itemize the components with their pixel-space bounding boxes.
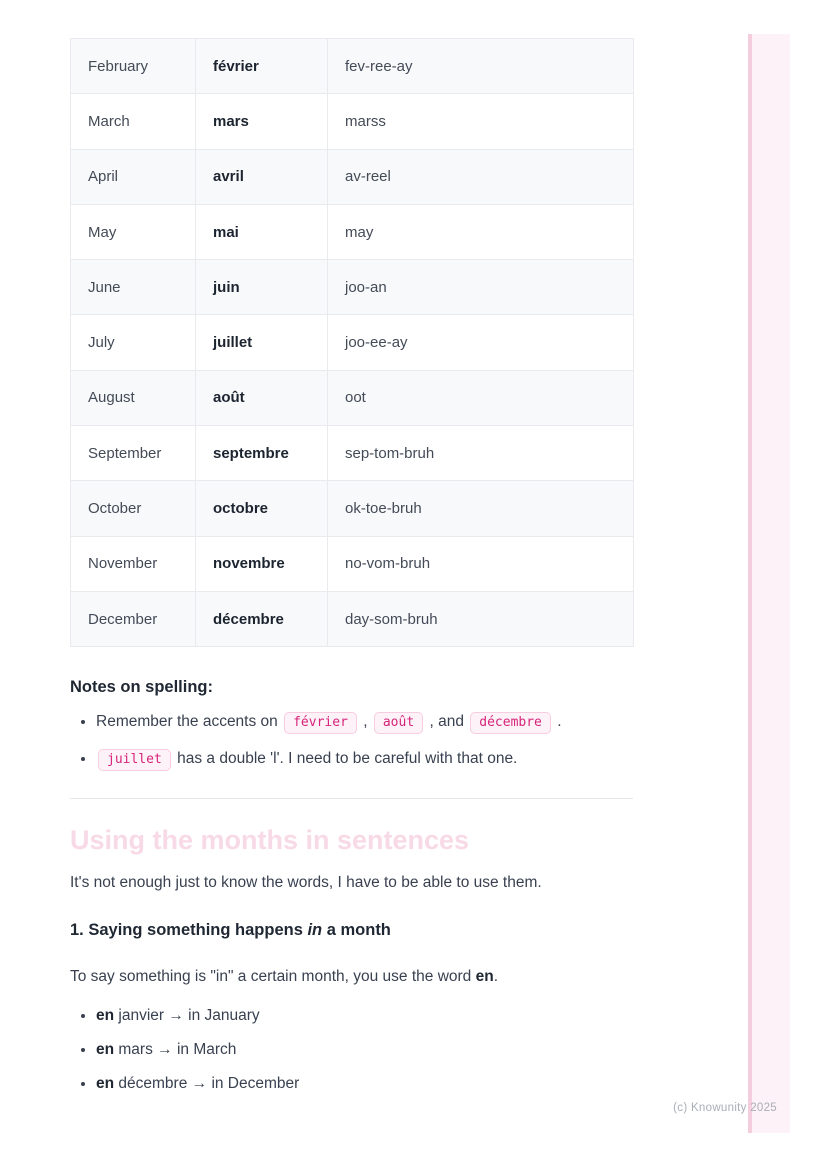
inline-code-tag: février — [284, 712, 357, 734]
subheading-text: 1. Saying something happens — [70, 921, 308, 940]
subheading-text: a month — [322, 921, 391, 940]
cell-pronunciation: oot — [328, 370, 634, 425]
table-row — [71, 39, 634, 94]
table-row — [71, 591, 634, 646]
cell-pronunciation: no-vom-bruh — [328, 536, 634, 591]
examples-list — [70, 1005, 633, 1094]
copyright-text: (c) Knowunity 2025 — [673, 1102, 777, 1114]
cell-pronunciation: sep-tom-bruh — [328, 426, 634, 481]
page-content — [70, 0, 633, 1107]
list-item — [96, 710, 633, 734]
cell-pronunciation: av-reel — [328, 149, 634, 204]
bullet-text: , and — [429, 713, 464, 731]
cell-english: June — [71, 260, 196, 315]
list-item — [96, 747, 633, 771]
table-row — [71, 370, 634, 425]
cell-french: juin — [196, 260, 328, 315]
table-row — [71, 204, 634, 259]
table-row — [71, 260, 634, 315]
cell-french: décembre — [196, 591, 328, 646]
inline-code-tag: août — [374, 712, 423, 734]
cell-french: octobre — [196, 481, 328, 536]
table-row — [71, 149, 634, 204]
cell-french: avril — [196, 149, 328, 204]
bullet-text: has a double 'l'. I need to be careful with that one. — [177, 750, 518, 768]
table-row — [71, 536, 634, 591]
usage-paragraph — [70, 966, 633, 988]
example-bold: en — [96, 1041, 115, 1059]
example-bold: en — [96, 1075, 115, 1093]
inline-code-tag: juillet — [98, 749, 171, 771]
cell-english: February — [71, 39, 196, 94]
cell-english: May — [71, 204, 196, 259]
table-row — [71, 315, 634, 370]
months-table — [70, 38, 634, 647]
table-row — [71, 426, 634, 481]
cell-english: December — [71, 591, 196, 646]
cell-english: July — [71, 315, 196, 370]
cell-english: October — [71, 481, 196, 536]
page-edge-stripe — [748, 34, 790, 1133]
cell-english: April — [71, 149, 196, 204]
cell-french: juillet — [196, 315, 328, 370]
cell-french: mars — [196, 94, 328, 149]
bullet-text: . — [557, 713, 562, 731]
cell-english: August — [71, 370, 196, 425]
cell-pronunciation: marss — [328, 94, 634, 149]
cell-pronunciation: joo-an — [328, 260, 634, 315]
bullet-text: , — [363, 713, 368, 731]
paragraph-bold: en — [475, 968, 494, 986]
sub-heading — [70, 921, 633, 940]
cell-pronunciation: joo-ee-ay — [328, 315, 634, 370]
cell-english: March — [71, 94, 196, 149]
table-row — [71, 481, 634, 536]
example-item — [96, 1039, 633, 1060]
cell-french: mai — [196, 204, 328, 259]
paragraph-text: . — [493, 968, 499, 986]
bullet-text: Remember the accents on — [96, 713, 278, 731]
spelling-notes-list — [70, 710, 633, 771]
example-text: mars → in March — [114, 1041, 237, 1059]
cell-pronunciation: ok-toe-bruh — [328, 481, 634, 536]
example-bold: en — [96, 1007, 115, 1025]
cell-pronunciation: fev-ree-ay — [328, 39, 634, 94]
paragraph-text: To say something is "in" a certain month, you use the word — [70, 968, 476, 986]
cell-english: November — [71, 536, 196, 591]
intro-paragraph: It's not enough just to know the words, I have to be able to use them. — [70, 874, 542, 892]
cell-french: août — [196, 370, 328, 425]
table-row — [71, 94, 634, 149]
inline-code-tag: décembre — [470, 712, 551, 734]
cell-english: September — [71, 426, 196, 481]
example-text: décembre → in December — [114, 1075, 300, 1093]
cell-french: février — [196, 39, 328, 94]
example-item — [96, 1005, 633, 1026]
spelling-notes-heading: Notes on spelling: — [70, 678, 214, 697]
example-text: janvier → in January — [114, 1007, 260, 1025]
section-heading: Using the months in sentences — [70, 825, 470, 856]
section-divider — [70, 798, 633, 799]
cell-pronunciation: may — [328, 204, 634, 259]
cell-french: septembre — [196, 426, 328, 481]
cell-pronunciation: day-som-bruh — [328, 591, 634, 646]
example-item — [96, 1073, 633, 1094]
subheading-italic: in — [307, 921, 323, 940]
cell-french: novembre — [196, 536, 328, 591]
